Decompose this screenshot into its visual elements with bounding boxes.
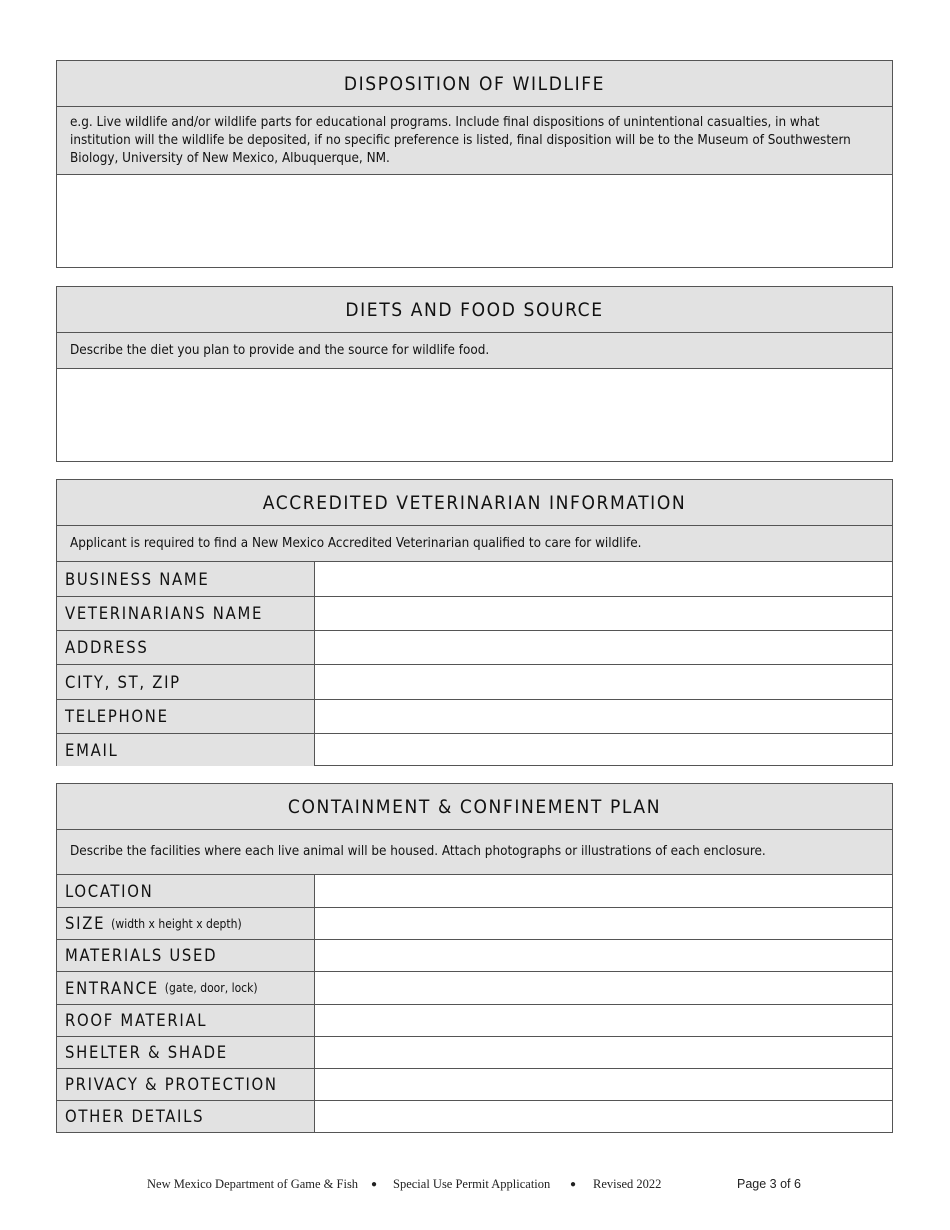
disposition-description: e.g. Live wildlife and/or wildlife parts for educational programs. Include final dispositions of unintentional casualties, in what institution will the wildlife be deposited, if no specific preference is listed, final disposition will be to the Museum of Southwestern Biology, University of New Mexico, Albuquerque, NM. (57, 107, 892, 175)
roof-material-input[interactable] (315, 1005, 892, 1036)
veterinarian-field-row (57, 733, 892, 766)
veterinarian-field-row (57, 664, 892, 699)
field-label (57, 875, 315, 907)
veterinarian-fields (57, 562, 892, 766)
field-label (57, 1069, 315, 1100)
field-label: ADDRESS (57, 631, 315, 664)
field-label (57, 1005, 315, 1036)
diets-description: Describe the diet you plan to provide and the source for wildlife food. (57, 333, 892, 369)
containment-field-row (57, 971, 892, 1004)
footer-page-number: Page 3 of 6 (737, 1177, 801, 1191)
telephone-input[interactable] (315, 700, 892, 733)
disposition-input-area[interactable] (57, 175, 892, 267)
location-input[interactable] (315, 875, 892, 907)
field-label (57, 908, 315, 939)
materials-used-input[interactable] (315, 940, 892, 971)
veterinarian-field-row (57, 630, 892, 664)
footer-bullet: ● (371, 1179, 378, 1190)
disposition-title: DISPOSITION OF WILDLIFE (57, 61, 892, 107)
containment-field-row (57, 1068, 892, 1100)
address-input[interactable] (315, 631, 892, 664)
containment-field-row (57, 939, 892, 971)
shelter-shade-input[interactable] (315, 1037, 892, 1068)
veterinarian-field-row (57, 562, 892, 596)
veterinarian-section (56, 479, 893, 766)
field-label-text: LOCATION (65, 881, 154, 901)
size-input[interactable] (315, 908, 892, 939)
disposition-section (56, 60, 893, 268)
field-label: VETERINARIANS NAME (57, 597, 315, 630)
field-label-text: PRIVACY & PROTECTION (65, 1075, 278, 1094)
page-footer (0, 1177, 950, 1195)
business-name-input[interactable] (315, 562, 892, 596)
field-label (57, 1037, 315, 1068)
field-label: TELEPHONE (57, 700, 315, 733)
containment-fields (57, 875, 892, 1132)
field-label-text: ENTRANCE (65, 978, 159, 998)
containment-description: Describe the facilities where each live animal will be housed. Attach photographs or illustrations of each enclosure. (57, 830, 892, 875)
field-label (57, 972, 315, 1004)
veterinarian-title: ACCREDITED VETERINARIAN INFORMATION (57, 480, 892, 526)
containment-field-row (57, 875, 892, 907)
privacy-protection-input[interactable] (315, 1069, 892, 1100)
field-label-text: SHELTER & SHADE (65, 1043, 228, 1062)
field-label (57, 940, 315, 971)
containment-field-row (57, 1004, 892, 1036)
field-hint: (gate, door, lock) (164, 981, 258, 995)
field-hint: (width x height x depth) (111, 916, 242, 931)
diets-section (56, 286, 893, 462)
other-details-input[interactable] (315, 1101, 892, 1132)
containment-section (56, 783, 893, 1133)
field-label: BUSINESS NAME (57, 562, 315, 596)
veterinarian-field-row (57, 596, 892, 630)
diets-title: DIETS AND FOOD SOURCE (57, 287, 892, 333)
containment-field-row (57, 1036, 892, 1068)
footer-org: New Mexico Department of Game & Fish (147, 1177, 359, 1191)
containment-field-row (57, 1100, 892, 1132)
diets-input-area[interactable] (57, 369, 892, 461)
field-label-text: MATERIALS USED (65, 946, 218, 965)
field-label-text: SIZE (65, 914, 106, 933)
containment-field-row (57, 907, 892, 939)
entrance-input[interactable] (315, 972, 892, 1004)
city-st-zip-input[interactable] (315, 665, 892, 699)
field-label: EMAIL (57, 734, 315, 766)
footer-bullet: ● (570, 1179, 577, 1190)
field-label-text: ROOF MATERIAL (65, 1011, 208, 1030)
field-label: CITY, ST, ZIP (57, 665, 315, 699)
veterinarian-description: Applicant is required to find a New Mexico Accredited Veterinarian qualified to care for wildlife. (57, 526, 892, 562)
veterinarian-name-input[interactable] (315, 597, 892, 630)
field-label (57, 1101, 315, 1132)
containment-title: CONTAINMENT & CONFINEMENT PLAN (57, 784, 892, 830)
email-input[interactable] (315, 734, 892, 766)
field-label-text: OTHER DETAILS (65, 1107, 205, 1126)
veterinarian-field-row (57, 699, 892, 733)
footer-form: Special Use Permit Application (393, 1177, 551, 1191)
footer-revised: Revised 2022 (593, 1177, 662, 1191)
